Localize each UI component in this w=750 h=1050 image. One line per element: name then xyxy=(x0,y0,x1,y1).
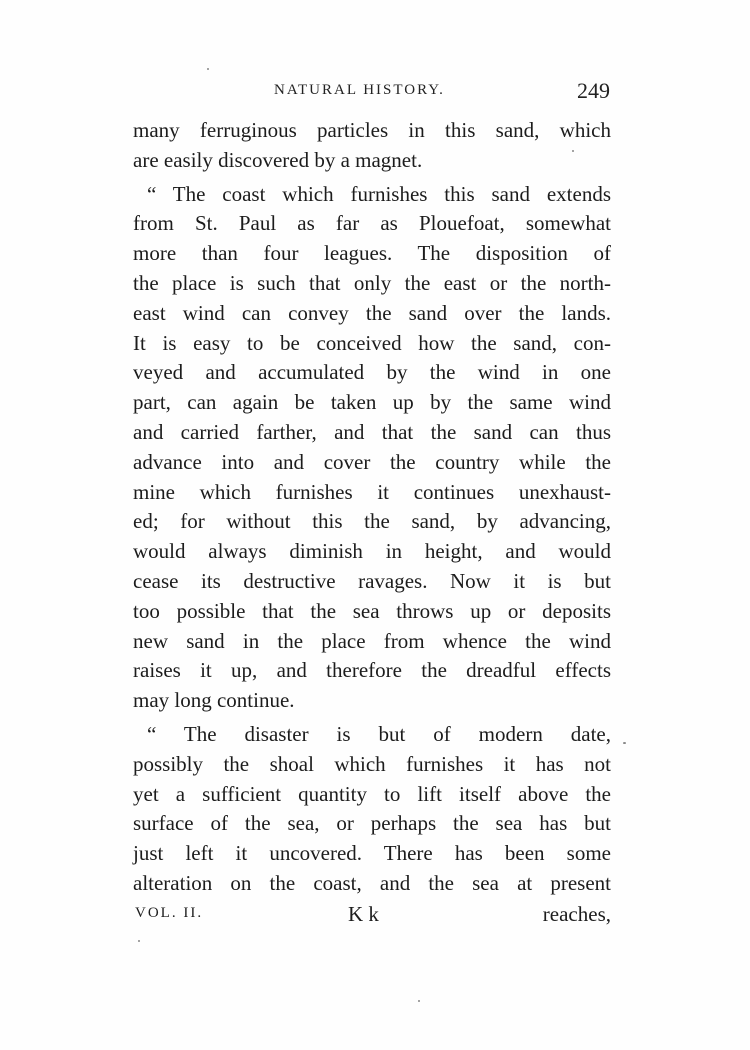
text-line: from St. Paul as far as Plouefoat, somewhat xyxy=(133,211,611,236)
text-line: east wind can convey the sand over the lands. xyxy=(133,300,611,325)
paper-speck xyxy=(623,742,626,744)
text-line: cease its destructive ravages. Now it is but xyxy=(133,568,611,593)
volume-label: VOL. II. xyxy=(135,905,204,921)
text-line: surface of the sea, or perhaps the sea has but xyxy=(133,811,611,836)
text-line: It is easy to be conceived how the sand, con- xyxy=(133,330,611,355)
text-line: just left it uncovered. There has been some xyxy=(133,841,611,866)
text-line: alteration on the coast, and the sea at present xyxy=(133,870,611,895)
text-line: advance into and cover the country while the xyxy=(133,449,611,474)
body-text xyxy=(133,116,611,899)
text-line: are easily discovered by a magnet. xyxy=(133,147,423,172)
paper-speck xyxy=(572,150,574,152)
text-line: many ferruginous particles in this sand, which xyxy=(133,118,611,142)
text-line: new sand in the place from whence the wind xyxy=(133,628,611,653)
text-line: yet a sufficient quantity to lift itself above the xyxy=(133,781,611,806)
catchword: reaches, xyxy=(542,902,611,926)
page-number: 249 xyxy=(577,78,610,103)
paper-speck xyxy=(418,1000,420,1002)
text-line: possibly the shoal which furnishes it has not xyxy=(133,751,611,776)
text-line: “ The coast which furnishes this sand extends xyxy=(147,181,611,206)
text-line: may long continue. xyxy=(133,688,295,713)
text-line: would always diminish in height, and would xyxy=(133,539,611,564)
paragraph xyxy=(133,720,611,899)
text-line: ed; for without this the sand, by advancing, xyxy=(133,509,611,534)
text-line: raises it up, and therefore the dreadful effects xyxy=(133,658,611,683)
text-line: the place is such that only the east or the north- xyxy=(133,270,611,295)
text-line: veyed and accumulated by the wind in one xyxy=(133,360,611,385)
paper-speck xyxy=(138,940,140,942)
paragraph xyxy=(133,180,611,716)
text-line: part, can again be taken up by the same wind xyxy=(133,390,611,415)
text-line: more than four leagues. The disposition of xyxy=(133,241,611,266)
page-footer xyxy=(133,902,611,932)
text-line: mine which furnishes it continues unexhaust- xyxy=(133,479,611,504)
paper-speck xyxy=(207,68,209,70)
text-line: too possible that the sea throws up or deposits xyxy=(133,598,611,623)
running-title: NATURAL HISTORY. xyxy=(274,82,445,98)
paragraph xyxy=(133,116,611,176)
running-head xyxy=(134,78,612,108)
signature-mark: K k xyxy=(348,902,379,926)
text-line: and carried farther, and that the sand can thus xyxy=(133,419,611,444)
text-line: “ The disaster is but of modern date, xyxy=(147,721,611,746)
